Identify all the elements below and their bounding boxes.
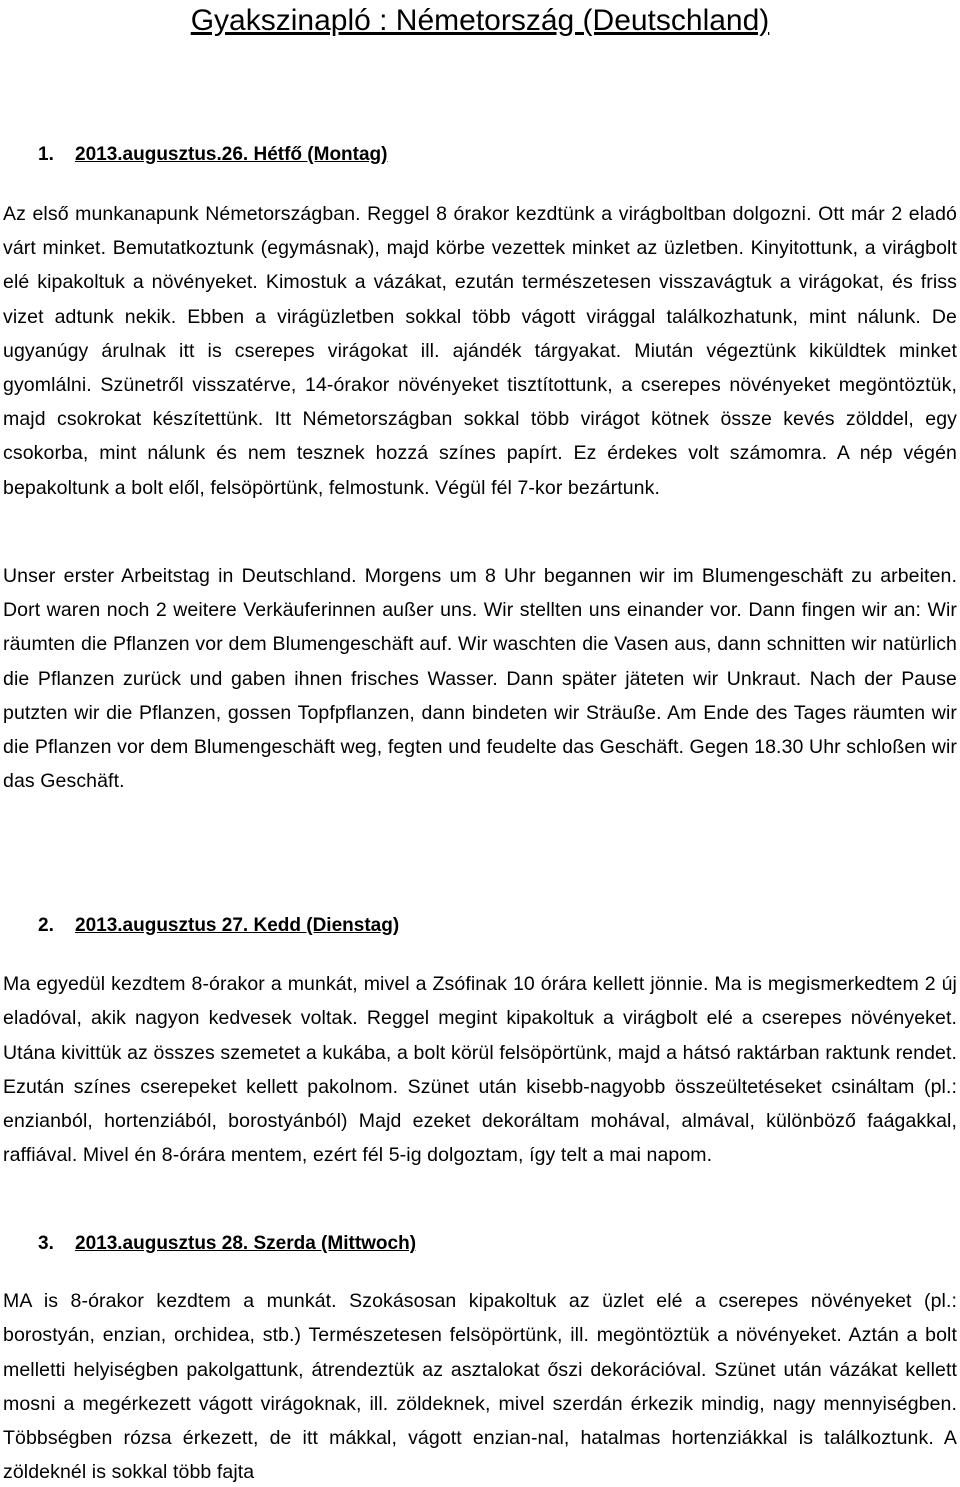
paragraph-day1-german: Unser erster Arbeitstag in Deutschland. Morgens um 8 Uhr begannen wir im Blumengeschäft zu arbeiten. Dort waren noch 2 weitere Verkäuferinnen außer uns. Wir stellten uns einander vor. Dann fingen wir an: Wir räumten die Pflanzen vor dem Blumengeschäft auf. Wir waschten die Vasen aus, dann schnitten wir natürlich die Pflanzen zurück und gaben ihnen frisches Wasser. Dann später jäteten wir Unkraut. Nach der Pause putzten wir die Pflanzen, gossen Topfpflanzen, dann bindeten wir Sträuße. Am Ende des Tages räumten wir die Pflanzen vor dem Blumengeschäft weg, fegten und feudelte das Geschäft. Gegen 18.30 Uhr schloßen wir das Geschäft.: [3, 565, 957, 793]
day-heading-1: [38, 142, 388, 168]
day-number: 3.: [38, 1233, 54, 1254]
day-date: 2013.augusztus 27. Kedd (Dienstag): [75, 915, 400, 936]
paragraph-day3-hungarian: MA is 8-órakor kezdtem a munkát. Szokásosan kipakoltuk az üzlet elé a cserepes növényeket (pl.: borostyán, enzian, orchidea, stb.) Természetesen felsöpörtünk, ill. megöntöztük a növényeket. Aztán a bolt melletti helyiségben pakolgattunk, átrendeztük az asztalokat őszi dekorációval. Szünet után vázákat kellett mosni a megérkezett vágott virágoknak, ill. zöldeknek, mivel szerdán érkezik mindig, nagy mennyiségben. Többségben rózsa érkezett, de itt mákkal, vágott enzian-nal, hatalmas hortenziákkal is találkoztunk. A zöldeknél is sokkal több fajta: [3, 1290, 957, 1484]
paragraph-day1-hungarian: Az első munkanapunk Németországban. Reggel 8 órakor kezdtünk a virágboltban dolgozni. Ott már 2 eladó várt minket. Bemutatkoztunk (egymásnak), majd körbe vezettek minket az üzletben. Kinyitottunk, a virágbolt elé kipakoltuk a növényeket. Kimostuk a vázákat, ezután természetesen visszavágtuk a virágokat, és friss vizet adtunk nekik. Ebben a virágüzletben sokkal több vágott virággal találkozhatunk, mint nálunk. De ugyanúgy árulnak itt is cserepes virágokat ill. ajándék tárgyakat. Miután végeztünk kiküldtek minket gyomlálni. Szünetről visszatérve, 14-órakor növényeket tisztítottunk, a cserepes növényeket megöntöztük, majd csokrokat készítettünk. Itt Németországban sokkal több virágot kötnek össze kevés zölddel, egy csokorba, mint nálunk és nem tesznek hozzá színes papírt. Ez érdekes volt számomra. A nép végén bepakoltunk a bolt elől, felsöpörtünk, felmostunk. Végül fél 7-kor bezártunk.: [3, 203, 957, 499]
day-number: 1.: [38, 144, 54, 165]
day-date: 2013.augusztus 28. Szerda (Mittwoch): [75, 1233, 417, 1254]
paragraph-day2-hungarian: Ma egyedül kezdtem 8-órakor a munkát, mivel a Zsófinak 10 órára kellett jönnie. Ma is megismerkedtem 2 új eladóval, akik nagyon kedvesek voltak. Reggel megint kipakoltuk a virágbolt elé a cserepes növényeket. Utána kivittük az összes szemetet a kukába, a bolt körül felsöpörtünk, majd a hátsó raktárban raktunk rendet. Ezután színes cserepeket kellett pakolnom. Szünet után kisebb-nagyobb összeültetéseket csináltam (pl.: enzianból, hortenziából, borostyánból) Majd ezeket dekoráltam mohával, almával, különböző faágakkal, raffiával. Mivel én 8-órára mentem, ezért fél 5-ig dolgoztam, így telt a mai napom.: [3, 973, 957, 1167]
day-date: 2013.augusztus.26. Hétfő (Montag): [75, 144, 388, 165]
day-number: 2.: [38, 915, 54, 936]
day-heading-3: [38, 1231, 416, 1257]
day-heading-2: [38, 913, 399, 939]
document-title: Gyakszinapló : Németország (Deutschland): [190, 4, 770, 37]
